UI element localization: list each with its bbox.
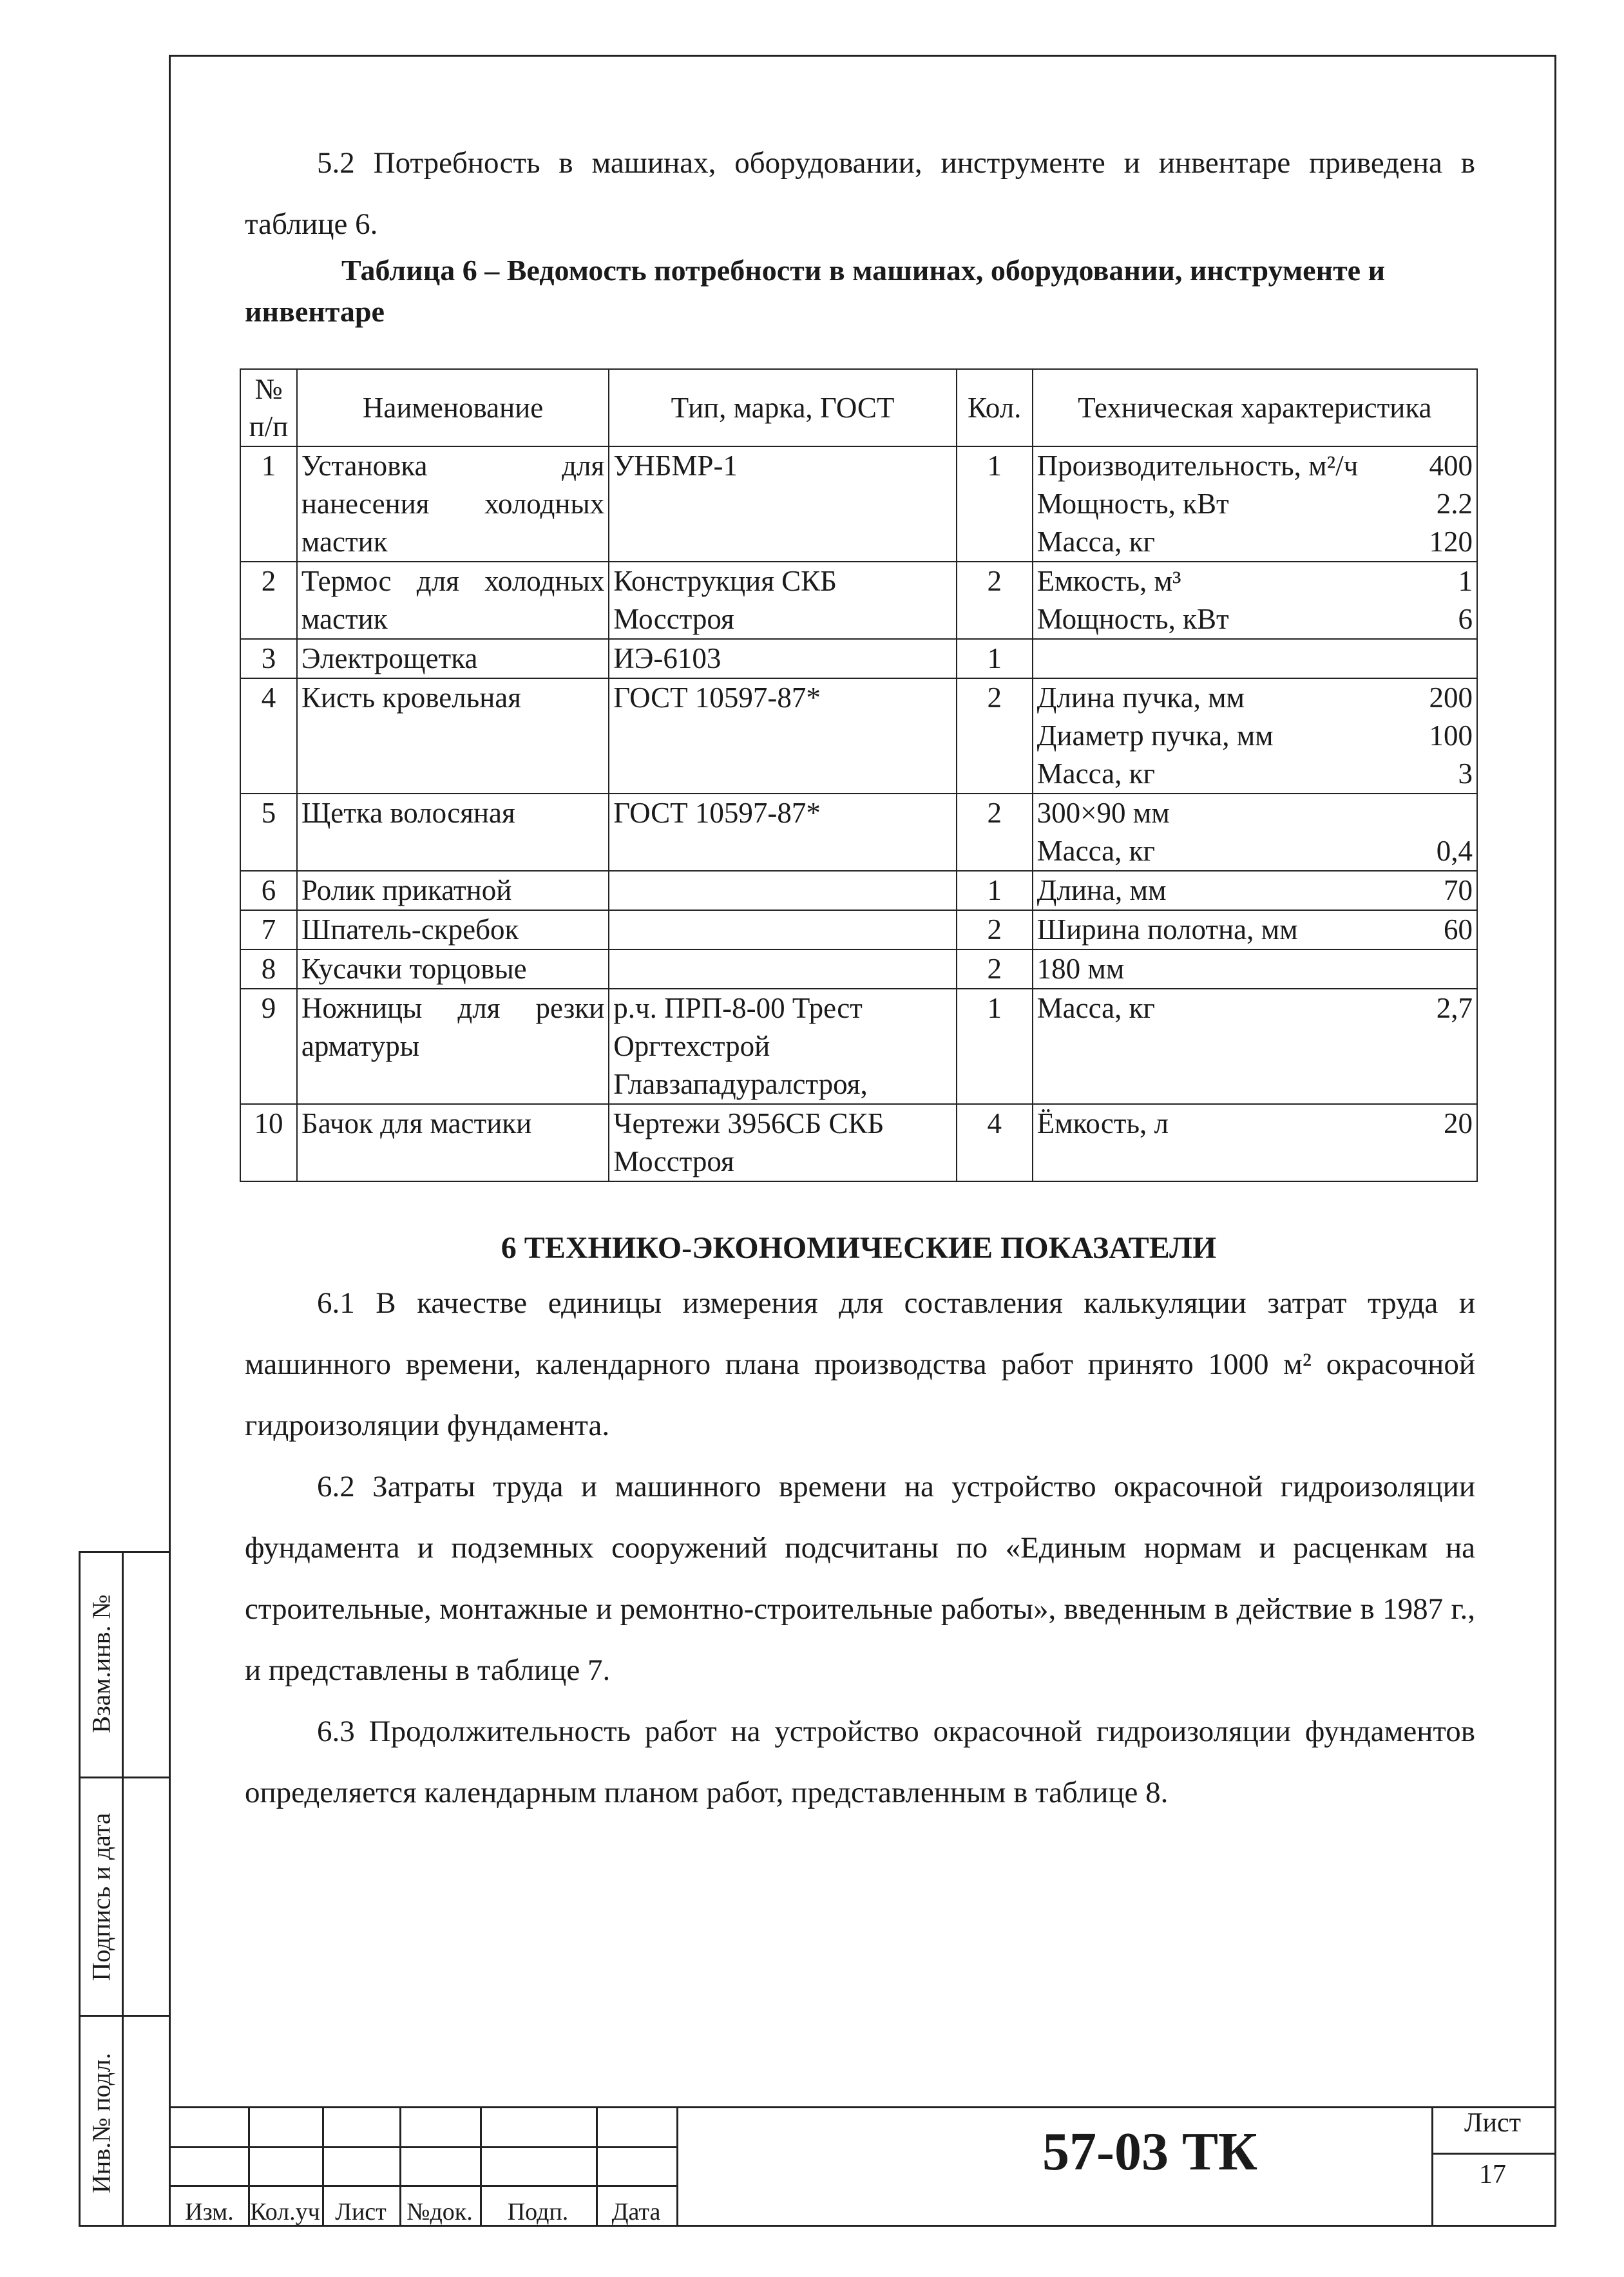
document-code: 57-03 ТК (1042, 2122, 1257, 2182)
spec-param: Масса, кг (1036, 835, 1155, 867)
spec-param: Мощность, кВт (1036, 488, 1229, 520)
cell-name: Кисть кровельная (297, 678, 609, 794)
paragraph-6-1: 6.1 В качестве единицы измерения для составления калькуляции затрат труда и машинного времени, календарного плана производства работ принято 1000 м² окрасочной гидроизоляции фундамента. (245, 1286, 1475, 1442)
cell-spec (1033, 989, 1477, 1104)
cell-qty: 1 (957, 446, 1033, 562)
table-row (240, 639, 1477, 678)
spec-line (1037, 600, 1473, 638)
spec-param: Мощность, кВт (1036, 603, 1229, 635)
spec-param: Ёмкость, л (1036, 1107, 1169, 1139)
cell-qty: 1 (957, 639, 1033, 678)
cell-spec (1033, 871, 1477, 910)
sheet-number: 17 (1479, 2160, 1506, 2189)
cell-name: Термос для холодных мастик (297, 562, 609, 639)
side-cell-inv-original (81, 2015, 122, 2229)
cell-name: Щетка волосяная (297, 794, 609, 871)
stamp-label-signature: Подп. (507, 2198, 569, 2225)
table-header-row (240, 369, 1477, 446)
cell-qty: 2 (957, 678, 1033, 794)
spec-value: 0,4 (1436, 835, 1473, 867)
table-row (240, 989, 1477, 1104)
cell-type: р.ч. ПРП-8-00 Трест Оргтехстрой Главзападуралстроя, (609, 989, 957, 1104)
table-row (240, 949, 1477, 989)
spec-param: Масса, кг (1036, 992, 1155, 1024)
spec-param: Длина, мм (1036, 874, 1167, 906)
spec-value: 100 (1429, 719, 1473, 752)
header-qty: Кол. (957, 369, 1033, 446)
cell-spec (1033, 794, 1477, 871)
cell-qty: 1 (957, 989, 1033, 1104)
spec-line (1037, 523, 1473, 561)
cell-qty: 2 (957, 949, 1033, 989)
spec-value: 6 (1458, 603, 1473, 635)
spec-line (1037, 950, 1473, 988)
cell-spec (1033, 639, 1477, 678)
spec-param: Длина пучка, мм (1036, 681, 1245, 714)
stamp-label-sheet: Лист (335, 2198, 387, 2225)
table-row (240, 794, 1477, 871)
spec-param: Ширина полотна, мм (1036, 913, 1298, 946)
paragraph-6-2: 6.2 Затраты труда и машинного времени на устройство окрасочной гидроизоляции фундамента и подземных сооружений подсчитаны по «Единым нормам и расценкам на строительные, монтажные и ремонтно-строительные работы», введенным в действие в 1987 г., и представлены в таблице 7. (245, 1470, 1475, 1687)
spec-value: 400 (1429, 450, 1473, 482)
spec-line (1037, 755, 1473, 793)
spec-value: 3 (1458, 757, 1473, 790)
table-row (240, 562, 1477, 639)
cell-spec (1033, 678, 1477, 794)
section6-body (245, 1273, 1475, 1824)
cell-qty: 2 (957, 910, 1033, 949)
side-cell-replace-inv (81, 1551, 122, 1777)
spec-value: 120 (1429, 526, 1473, 558)
cell-type: ГОСТ 10597-87* (609, 678, 957, 794)
header-num: № п/п (240, 369, 297, 446)
table-row (240, 910, 1477, 949)
spec-line (1037, 1105, 1473, 1143)
side-cell-signature-date (81, 1777, 122, 2015)
spec-line (1037, 447, 1473, 485)
spec-line (1037, 679, 1473, 717)
paragraph-6-3: 6.3 Продолжительность работ на устройство окрасочной гидроизоляции фундаментов определяется календарным планом работ, представленным в таблице 8. (245, 1715, 1475, 1809)
cell-type: Конструкция СКБ Мосстроя (609, 562, 957, 639)
equipment-table (240, 368, 1478, 1182)
spec-line (1037, 911, 1473, 949)
cell-num: 10 (240, 1104, 297, 1181)
side-stamp-outer-col (79, 1551, 124, 2227)
cell-name: Ролик прикатной (297, 871, 609, 910)
table-row (240, 1104, 1477, 1181)
cell-type (609, 910, 957, 949)
stamp-label-doc-no: №док. (406, 2198, 473, 2225)
cell-type: ИЭ-6103 (609, 639, 957, 678)
cell-qty: 2 (957, 794, 1033, 871)
spec-line (1037, 989, 1473, 1027)
cell-name: Бачок для мастики (297, 1104, 609, 1181)
cell-num: 8 (240, 949, 297, 989)
cell-name: Электрощетка (297, 639, 609, 678)
spec-value: 60 (1444, 913, 1473, 946)
spec-line (1037, 872, 1473, 910)
table-caption: Таблица 6 – Ведомость потребности в машинах, оборудовании, инструменте и инвентаре (245, 254, 1386, 328)
cell-name: Ножницы для резки арматуры (297, 989, 609, 1104)
cell-name: Шпатель-скребок (297, 910, 609, 949)
spec-param: 180 мм (1036, 953, 1125, 985)
cell-qty: 1 (957, 871, 1033, 910)
cell-name: Установка для нанесения холодных мастик (297, 446, 609, 562)
table-row (240, 871, 1477, 910)
section-title: 6 ТЕХНИКО-ЭКОНОМИЧЕСКИЕ ПОКАЗАТЕЛИ (501, 1231, 1217, 1265)
cell-type (609, 871, 957, 910)
spec-param: Масса, кг (1036, 757, 1155, 790)
cell-num: 4 (240, 678, 297, 794)
cell-type (609, 949, 957, 989)
cell-type: УНБМР-1 (609, 446, 957, 562)
cell-num: 6 (240, 871, 297, 910)
cell-spec (1033, 562, 1477, 639)
cell-num: 5 (240, 794, 297, 871)
spec-value: 70 (1444, 874, 1473, 906)
cell-type: Чертежи 3956СБ СКБ Мосстроя (609, 1104, 957, 1181)
cell-qty: 4 (957, 1104, 1033, 1181)
spec-param: 300×90 мм (1036, 797, 1170, 829)
cell-num: 3 (240, 639, 297, 678)
paragraph-5-2: 5.2 Потребность в машинах, оборудовании, инструменте и инвентаре приведена в таблице 6. (245, 146, 1475, 241)
cell-spec (1033, 446, 1477, 562)
spec-value: 200 (1429, 681, 1473, 714)
stamp-label-qty: Кол.уч (250, 2198, 320, 2225)
spec-line (1037, 832, 1473, 870)
header-spec: Техническая характеристика (1033, 369, 1477, 446)
table-row (240, 446, 1477, 562)
header-name: Наименование (297, 369, 609, 446)
side-label-replace-inv: Взам.инв. № (86, 1594, 116, 1733)
cell-qty: 2 (957, 562, 1033, 639)
spec-value: 2.2 (1436, 488, 1473, 520)
side-stamp (79, 1551, 171, 2227)
cell-spec (1033, 949, 1477, 989)
cell-num: 1 (240, 446, 297, 562)
header-type: Тип, марка, ГОСТ (609, 369, 957, 446)
stamp-label-date: Дата (611, 2198, 661, 2225)
spec-value: 1 (1458, 565, 1473, 597)
intro-paragraph (245, 133, 1475, 255)
spec-value: 20 (1444, 1107, 1473, 1139)
spec-line (1037, 794, 1473, 832)
spec-line (1037, 562, 1473, 600)
side-stamp-inner-col (122, 1551, 171, 2227)
stamp-label-change: Изм. (185, 2198, 234, 2225)
side-label-inv-original: Инв.№ подл. (86, 2052, 116, 2193)
spec-line (1037, 717, 1473, 755)
cell-num: 2 (240, 562, 297, 639)
cell-spec (1033, 910, 1477, 949)
spec-param: Емкость, м³ (1036, 565, 1181, 597)
title-block (171, 2106, 1554, 2225)
spec-value: 2,7 (1436, 992, 1473, 1024)
spec-param: Производительность, м²/ч (1036, 450, 1359, 482)
side-label-signature-date: Подпись и дата (86, 1812, 116, 1981)
cell-num: 9 (240, 989, 297, 1104)
spec-line (1037, 485, 1473, 523)
spec-param: Диаметр пучка, мм (1036, 719, 1274, 752)
cell-num: 7 (240, 910, 297, 949)
sheet-label: Лист (1464, 2108, 1521, 2138)
cell-type: ГОСТ 10597-87* (609, 794, 957, 871)
cell-name: Кусачки торцовые (297, 949, 609, 989)
cell-spec (1033, 1104, 1477, 1181)
table-row (240, 678, 1477, 794)
table-body (240, 446, 1477, 1181)
spec-param: Масса, кг (1036, 526, 1155, 558)
